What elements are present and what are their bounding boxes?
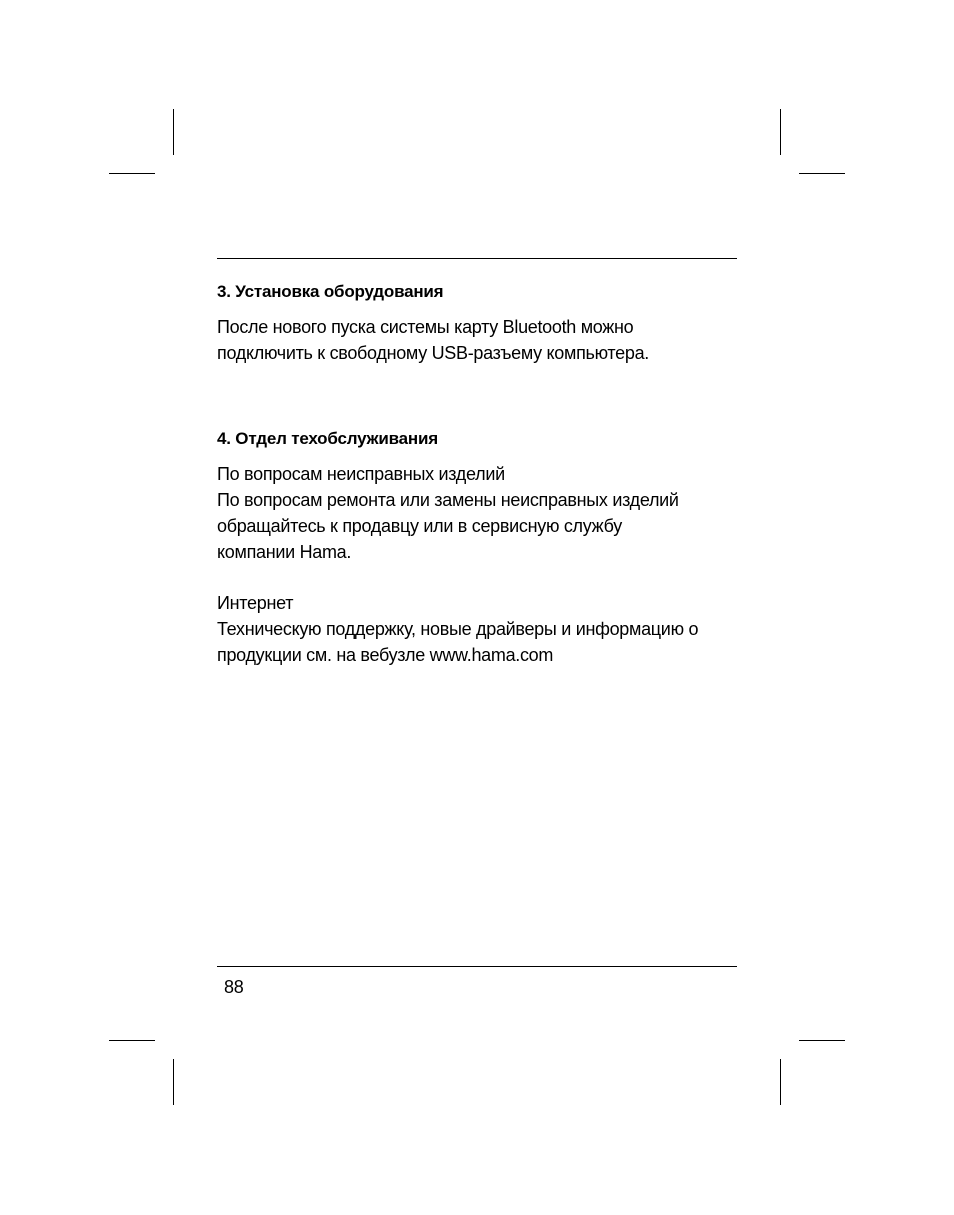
section-4-line: Техническую поддержку, новые драйверы и информацию о bbox=[217, 619, 699, 639]
section-4-internet-body bbox=[217, 590, 747, 668]
section-3-heading: 3. Установка оборудования bbox=[217, 282, 444, 301]
section-4-defects-body bbox=[217, 461, 747, 565]
section-3-line: После нового пуска системы карту Bluetooth можно bbox=[217, 317, 634, 337]
section-4-line: По вопросам ремонта или замены неисправных изделий bbox=[217, 490, 679, 510]
footer-rule bbox=[217, 966, 737, 967]
crop-mark-bottom-left-horizontal bbox=[109, 1040, 155, 1041]
crop-mark-top-right-horizontal bbox=[799, 173, 845, 174]
section-4-heading: 4. Отдел техобслуживания bbox=[217, 429, 438, 448]
section-3-line: подключить к свободному USB-разъему компьютера. bbox=[217, 343, 649, 363]
crop-mark-top-left-vertical bbox=[173, 109, 174, 155]
crop-mark-top-left-horizontal bbox=[109, 173, 155, 174]
page-content bbox=[217, 280, 747, 668]
section-3-body bbox=[217, 314, 747, 366]
section-4-line: По вопросам неисправных изделий bbox=[217, 464, 505, 484]
page-number: 88 bbox=[224, 977, 244, 997]
section-4-line: Интернет bbox=[217, 593, 294, 613]
section-4-line: продукции см. на вебузле www.hama.com bbox=[217, 645, 554, 665]
crop-mark-top-right-vertical bbox=[780, 109, 781, 155]
crop-mark-bottom-right-vertical bbox=[780, 1059, 781, 1105]
crop-mark-bottom-right-horizontal bbox=[799, 1040, 845, 1041]
crop-mark-bottom-left-vertical bbox=[173, 1059, 174, 1105]
section-4-line: обращайтесь к продавцу или в сервисную службу bbox=[217, 516, 622, 536]
header-rule bbox=[217, 258, 737, 259]
section-4-line: компании Hama. bbox=[217, 542, 352, 562]
